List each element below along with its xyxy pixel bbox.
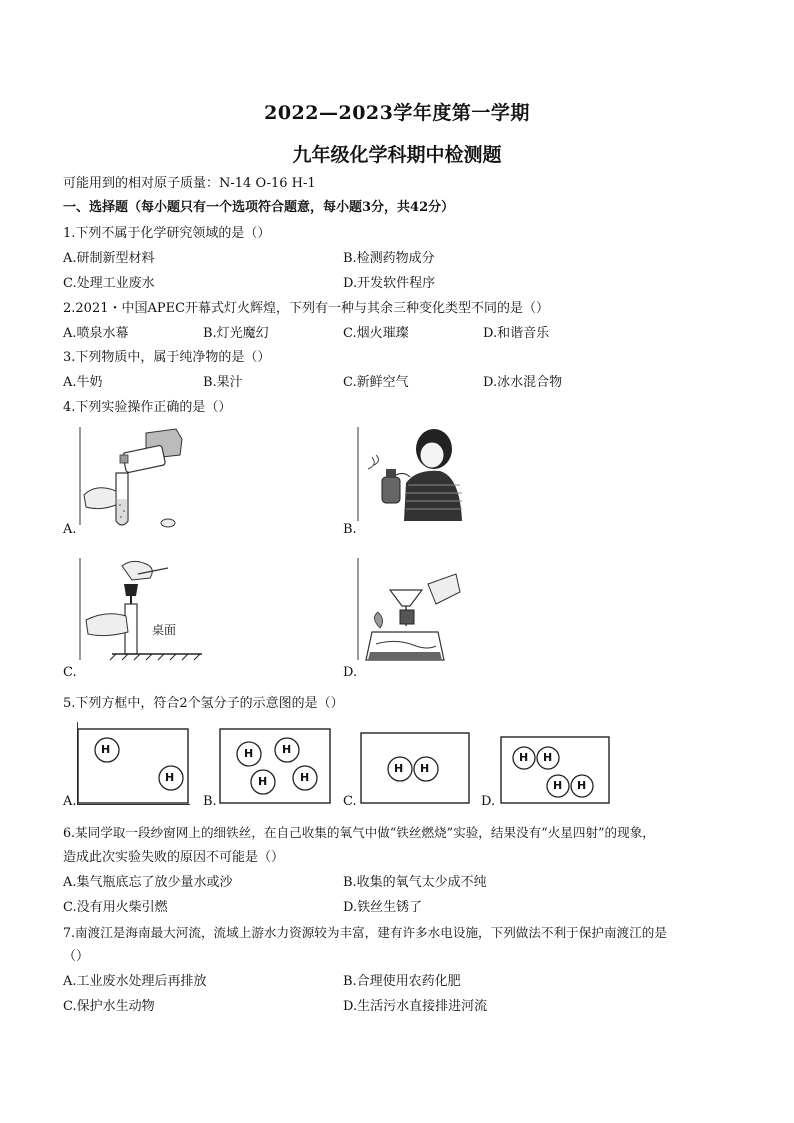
atomic-mass-note: 可能用到的相对原子质量：N-14 O-16 H-1 [63, 176, 316, 191]
q6-option-a: A.集气瓶底忘了放少量水或沙 [63, 875, 233, 890]
q5-option-d: D. [481, 794, 496, 809]
q3-option-b: B.果汁 [203, 375, 243, 390]
atom-h-b1: H [244, 747, 254, 760]
q1-stem: 1.下列不属于化学研究领域的是（） [63, 226, 271, 241]
figure-heating-filtration [356, 556, 466, 666]
atom-h-a2: H [165, 771, 175, 784]
option-d-molecule-box [500, 736, 610, 804]
q3-option-d: D.冰水混合物 [483, 375, 563, 390]
q7-stem-line1: 7.南渡江是海南最大河流，流域上游水力资源较为丰富，建有许多水电设施，下列做法不利于保护南渡江的是 [63, 925, 667, 940]
figure-smelling-gas [356, 425, 466, 525]
q4-option-c: C. [63, 665, 77, 680]
q3-option-a: A.牛奶 [63, 375, 103, 390]
q1-option-a: A.研制新型材料 [63, 251, 155, 266]
page-title: 2022—2023学年度第一学期 [264, 102, 530, 124]
q7-stem-line2: （） [63, 949, 90, 964]
q5-stem: 5.下列方框中，符合2个氢分子的示意图的是（） [63, 696, 344, 711]
q1-option-d: D.开发软件程序 [343, 276, 436, 291]
figure-inserting-stopper [76, 556, 206, 664]
option-a-molecule-box [77, 728, 189, 804]
section-heading: 一、选择题（每小题只有一个选项符合题意，每小题3分，共42分） [63, 200, 455, 215]
q3-option-c: C.新鲜空气 [343, 375, 409, 390]
q6-option-d: D.铁丝生锈了 [343, 900, 423, 915]
atom-h-b3: H [258, 775, 268, 788]
page-subtitle: 九年级化学科期中检测题 [292, 144, 502, 166]
atom-h-c2: H [420, 762, 430, 775]
q2-option-a: A.喷泉水幕 [63, 326, 129, 341]
q4-option-b: B. [343, 522, 357, 537]
q7-option-b: B.合理使用农药化肥 [343, 974, 461, 989]
atom-h-a1: H [101, 743, 111, 756]
q3-stem: 3.下列物质中，属于纯净物的是（） [63, 350, 271, 365]
q1-option-b: B.检测药物成分 [343, 251, 435, 266]
atom-h-b4: H [300, 771, 310, 784]
atom-h-c1: H [394, 762, 404, 775]
q5-option-a: A. [63, 794, 77, 809]
figure-pouring-liquid [76, 425, 196, 533]
atom-h-d2: H [543, 751, 553, 764]
q4-option-d: D. [343, 665, 358, 680]
option-b-molecule-box [219, 728, 331, 804]
atom-h-d4: H [577, 779, 587, 792]
q6-option-c: C.没有用火柴引燃 [63, 900, 168, 915]
q2-option-b: B.灯光魔幻 [203, 326, 269, 341]
q7-option-a: A.工业废水处理后再排放 [63, 974, 207, 989]
q2-option-c: C.烟火璀璨 [343, 326, 409, 341]
q2-stem: 2.2021・中国APEC开幕式灯火辉煌，下列有一种与其余三种变化类型不同的是（） [63, 301, 550, 316]
q6-stem-line2: 造成此次实验失败的原因不可能是（） [63, 850, 285, 865]
q7-option-d: D.生活污水直接排进河流 [343, 999, 488, 1014]
q1-option-c: C.处理工业废水 [63, 276, 155, 291]
desk-label: 桌面 [152, 623, 177, 637]
q6-stem-line1: 6.某同学取一段纱窗网上的细铁丝，在自己收集的氧气中做“铁丝燃烧”实验，结果没有“火星四射”的现象， [63, 825, 655, 840]
q2-option-d: D.和谐音乐 [483, 326, 550, 341]
q5-option-c: C. [343, 794, 357, 809]
atom-h-d3: H [553, 779, 563, 792]
q4-stem: 4.下列实验操作正确的是（） [63, 400, 232, 415]
option-c-molecule-box [360, 732, 470, 804]
q7-option-c: C.保护水生动物 [63, 999, 155, 1014]
q6-option-b: B.收集的氧气太少成不纯 [343, 875, 487, 890]
q4-option-a: A. [63, 522, 77, 537]
q5-option-b: B. [203, 794, 217, 809]
atom-h-b2: H [282, 743, 292, 756]
atom-h-d1: H [519, 751, 529, 764]
